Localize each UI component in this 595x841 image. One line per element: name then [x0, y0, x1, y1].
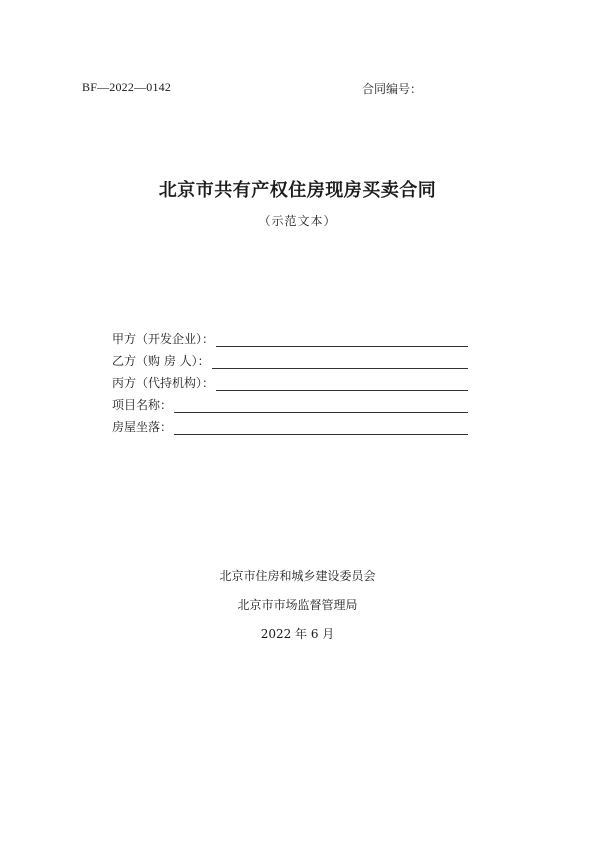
issue-date: 2022 年 6 月 — [260, 627, 335, 641]
party-label-developer: 甲方（开发企业）： — [112, 332, 215, 346]
party-label-location: 房屋坐落： — [112, 420, 173, 434]
party-info-section — [112, 333, 472, 443]
party-label-buyer: 乙方（购 房 人）： — [112, 354, 210, 368]
issuer-housing-commission: 北京市住房和城乡建设委员会 — [219, 569, 376, 583]
party-row-project-name — [112, 399, 472, 413]
document-subtitle: （示范文本） — [258, 214, 337, 228]
issuer-section — [0, 567, 595, 654]
party-field-buyer[interactable] — [212, 359, 468, 369]
party-row-developer — [112, 333, 472, 347]
document-code: BF—2022—0142 — [82, 80, 172, 94]
party-field-agency[interactable] — [216, 381, 468, 391]
contract-number-label: 合同编号： — [362, 82, 423, 96]
party-field-developer[interactable] — [216, 337, 468, 347]
party-field-project-name[interactable] — [174, 403, 468, 413]
party-label-agency: 丙方（代持机构）： — [112, 376, 215, 390]
issuer-market-regulation: 北京市市场监督管理局 — [237, 598, 358, 612]
party-row-buyer — [112, 355, 472, 369]
document-title: 北京市共有产权住房现房买卖合同 — [158, 180, 437, 201]
party-field-location[interactable] — [174, 425, 468, 435]
party-label-project-name: 项目名称： — [112, 398, 173, 412]
party-row-location — [112, 421, 472, 435]
party-row-agency — [112, 377, 472, 391]
